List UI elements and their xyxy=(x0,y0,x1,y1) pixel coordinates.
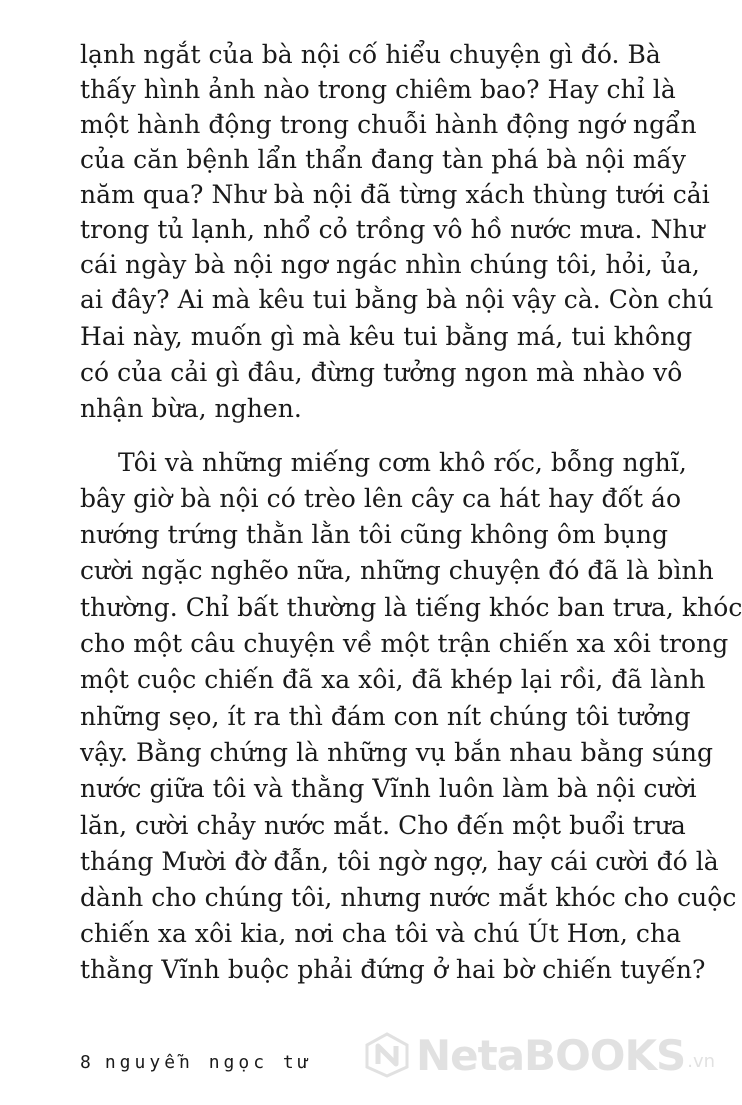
text-line: thấy hình ảnh nào trong chiêm bao? Hay chỉ là xyxy=(80,75,676,104)
page-number: 8 xyxy=(80,1052,91,1073)
n-logo-icon xyxy=(364,1032,410,1078)
text-line: một hành động trong chuỗi hành động ngớ ngẩn xyxy=(80,110,697,139)
text-line: thằng Vĩnh buộc phải đứng ở hai bờ chiến tuyến? xyxy=(80,955,706,984)
text-line: thường. Chỉ bất thường là tiếng khóc ban trưa, khóc xyxy=(80,593,742,622)
text-line: Hai này, muốn gì mà kêu tui bằng má, tui không xyxy=(80,322,693,351)
page-footer xyxy=(80,1052,313,1073)
text-line: dành cho chúng tôi, nhưng nước mắt khóc cho cuộc xyxy=(80,883,737,912)
text-line: lạnh ngắt của bà nội cố hiểu chuyện gì đó. Bà xyxy=(80,40,661,69)
text-line: chiến xa xôi kia, nơi cha tôi và chú Út Hơn, cha xyxy=(80,919,682,948)
text-line: cái ngày bà nội ngơ ngác nhìn chúng tôi, hỏi, ủa, xyxy=(80,250,700,279)
text-line: nước giữa tôi và thằng Vĩnh luôn làm bà nội cười xyxy=(80,774,697,803)
author-name: nguyễn ngọc tư xyxy=(104,1052,313,1073)
text-line: năm qua? Như bà nội đã từng xách thùng tưới cải xyxy=(80,180,710,209)
text-line: trong tủ lạnh, nhổ cỏ trồng vô hồ nước mưa. Như xyxy=(80,215,705,244)
text-line: nhận bừa, nghen. xyxy=(80,394,302,423)
text-line: cười ngặc nghẽo nữa, những chuyện đó đã là bình xyxy=(80,556,714,585)
text-line: bây giờ bà nội có trèo lên cây ca hát hay đốt áo xyxy=(80,484,682,513)
watermark xyxy=(364,1030,715,1080)
watermark-domain: .vn xyxy=(687,1051,716,1072)
text-line: cho một câu chuyện về một trận chiến xa xôi trong xyxy=(80,629,729,658)
text-line: vậy. Bằng chứng là những vụ bắn nhau bằng súng xyxy=(80,738,714,767)
text-line: một cuộc chiến đã xa xôi, đã khép lại rồi, đã lành xyxy=(80,665,706,694)
watermark-name: NetaBOOKS xyxy=(416,1030,686,1080)
text-line: có của cải gì đâu, đừng tưởng ngon mà nhào vô xyxy=(80,358,683,387)
text-line: của căn bệnh lẩn thẩn đang tàn phá bà nội mấy xyxy=(80,145,686,174)
text-line: nướng trứng thằn lằn tôi cũng không ôm bụng xyxy=(80,520,669,549)
text-line: tháng Mười đờ đẫn, tôi ngờ ngợ, hay cái cười đó là xyxy=(80,847,719,876)
text-line: ai đây? Ai mà kêu tui bằng bà nội vậy cà. Còn chú xyxy=(80,285,714,314)
text-line: lăn, cười chảy nước mắt. Cho đến một buổi trưa xyxy=(80,811,686,840)
paragraph-first-line: Tôi và những miếng cơm khô rốc, bỗng nghĩ, xyxy=(118,448,687,477)
text-line: những sẹo, ít ra thì đám con nít chúng tôi tưởng xyxy=(80,702,691,731)
